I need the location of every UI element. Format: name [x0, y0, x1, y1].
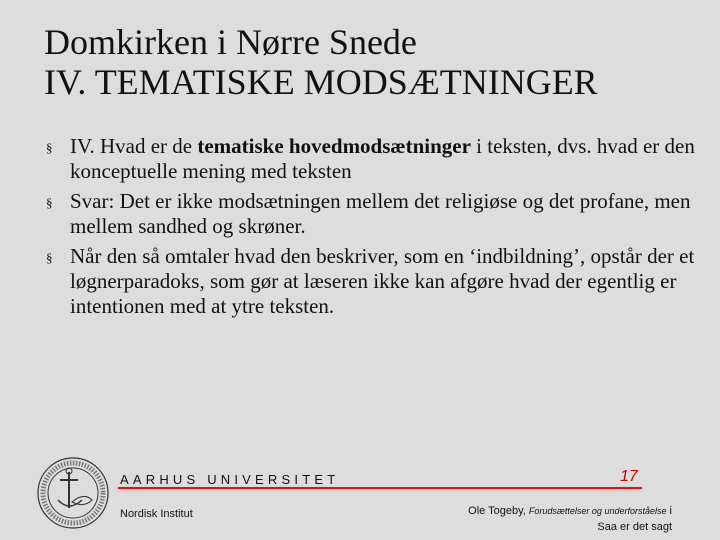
title-line-2: IV. TEMATISKE MODSÆTNINGER	[44, 62, 598, 102]
slide-title	[44, 22, 598, 102]
university-seal-icon	[36, 456, 110, 530]
bullet-marker-icon: §	[46, 140, 53, 155]
university-name: AARHUS UNIVERSITET	[120, 472, 340, 487]
bullet-bold-text: tematiske hovedmodsætninger	[197, 134, 471, 158]
bullet-text: Når den så omtaler hvad den beskriver, som en ‘indbildning’, opstår der et løgnerparadoks, som gør at læseren ikke kan afgøre hvad der egentlig er intentionen med at ytre teksten.	[70, 244, 695, 318]
page-number: 17	[620, 468, 638, 485]
institute-name: Nordisk Institut	[120, 508, 193, 520]
author-credit	[468, 503, 672, 535]
bullet-item	[46, 134, 696, 184]
bullet-marker-icon: §	[46, 250, 53, 265]
work-subtitle: Saa er det sagt	[597, 521, 672, 533]
work-title: Forudsættelser og underforståelse	[528, 506, 667, 516]
author-name: Ole Togeby,	[468, 505, 526, 517]
bullet-list	[46, 134, 696, 324]
bullet-marker-icon: §	[46, 195, 53, 210]
title-line-1: Domkirken i Nørre Snede	[44, 22, 417, 62]
work-suffix: i	[669, 505, 672, 517]
bullet-text: IV. Hvad er de	[70, 134, 198, 158]
bullet-text: i teksten, dvs. hvad er den konceptuelle mening med teksten	[70, 134, 695, 183]
bullet-item	[46, 189, 696, 239]
bullet-item	[46, 244, 696, 319]
bullet-text: Svar: Det er ikke modsætningen mellem det religiøse og det profane, men mellem sandhed og skrøner.	[70, 189, 691, 238]
footer-divider	[118, 487, 642, 489]
